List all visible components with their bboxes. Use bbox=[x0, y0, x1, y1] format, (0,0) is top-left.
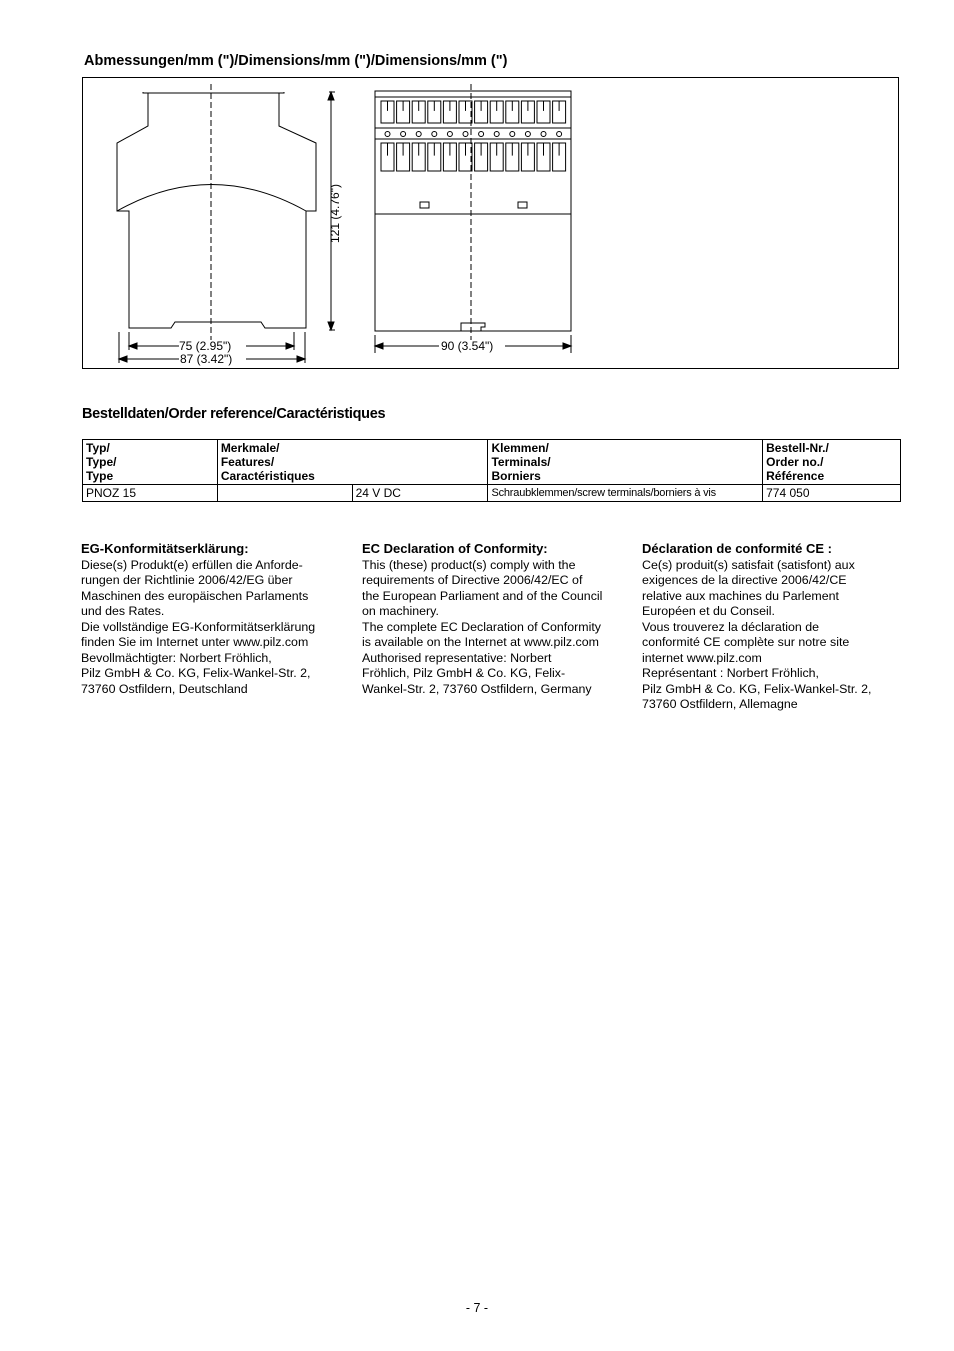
header-line: Features/ bbox=[220, 455, 275, 469]
declaration-line: Wankel-Str. 2, 73760 Ostfildern, Germany bbox=[362, 681, 592, 696]
housing-front-outline bbox=[375, 91, 571, 331]
header-terminals bbox=[488, 440, 763, 485]
declaration-line: finden Sie im Internet unter www.pilz.com bbox=[81, 635, 309, 649]
depth-label: 90 (3.54") bbox=[441, 339, 494, 353]
declaration-line: exigences de la directive 2006/42/CE bbox=[642, 573, 847, 587]
terminal-hole bbox=[510, 132, 515, 137]
terminal-hole bbox=[494, 132, 499, 137]
header-line: Klemmen/ bbox=[491, 441, 549, 455]
header-line: Order no./ bbox=[766, 455, 824, 469]
declaration-line: on machinery. bbox=[362, 604, 439, 618]
header-order-no bbox=[763, 440, 901, 485]
terminal-hole bbox=[463, 132, 468, 137]
header-line: Bestell-Nr./ bbox=[766, 441, 829, 455]
header-line: Référence bbox=[766, 469, 825, 483]
header-line: Type bbox=[86, 469, 114, 483]
declaration-line: Pilz GmbH & Co. KG, Felix-Wankel-Str. 2, bbox=[642, 681, 872, 696]
header-line: Terminals/ bbox=[491, 455, 551, 469]
terminal-hole bbox=[479, 132, 484, 137]
declaration-line: internet www.pilz.com bbox=[642, 650, 762, 665]
declaration-english bbox=[362, 541, 627, 697]
cell-features bbox=[217, 485, 352, 502]
terminal-hole bbox=[401, 132, 406, 137]
declaration-line: requirements of Directive 2006/42/EC of bbox=[362, 573, 583, 587]
declaration-line: Européen et du Conseil. bbox=[642, 604, 775, 618]
cell-order-no: 774 050 bbox=[763, 485, 901, 502]
header-line: Typ/ bbox=[86, 441, 110, 455]
header-features bbox=[217, 440, 488, 485]
declaration-line: Authorised representative: Norbert bbox=[362, 650, 552, 665]
header-line: Caractéristiques bbox=[220, 469, 315, 483]
declaration-line: 73760 Ostfildern, Deutschland bbox=[81, 681, 248, 696]
declaration-title: EC Declaration of Conformity: bbox=[362, 541, 548, 556]
declaration-title: Déclaration de conformité CE : bbox=[642, 541, 832, 556]
cell-terminals: Schraubklemmen/screw terminals/borniers à vis bbox=[488, 485, 763, 502]
declaration-line: 73760 Ostfildern, Allemagne bbox=[642, 697, 798, 711]
terminal-hole bbox=[416, 132, 421, 137]
header-type bbox=[83, 440, 218, 485]
dimension-drawing-frame bbox=[82, 77, 899, 369]
order-reference-title: Bestelldaten/Order reference/Caractéristiques bbox=[82, 406, 386, 422]
led-left bbox=[420, 202, 429, 208]
terminal-hole bbox=[385, 132, 390, 137]
width-outer-label: 87 (3.42") bbox=[180, 352, 233, 366]
declaration-line: rungen der Richtlinie 2006/42/EG über bbox=[81, 573, 293, 587]
declaration-line: the European Parliament and of the Council bbox=[362, 588, 603, 603]
order-table-header-row bbox=[83, 440, 901, 485]
declaration-german bbox=[81, 541, 346, 697]
declaration-line: Diese(s) Produkt(e) erfüllen die Anforde- bbox=[81, 557, 303, 572]
terminal-hole bbox=[525, 132, 530, 137]
dimensions-title: Abmessungen/mm (")/Dimensions/mm (")/Dimensions/mm (") bbox=[84, 53, 508, 69]
declaration-line: Ce(s) produit(s) satisfait (satisfont) aux bbox=[642, 557, 855, 572]
page-number: - 7 - bbox=[465, 1301, 489, 1315]
declaration-line: Représentant : Norbert Fröhlich, bbox=[642, 666, 819, 680]
declaration-line: relative aux machines du Parlement bbox=[642, 588, 839, 603]
declaration-line: conformité CE complète sur notre site bbox=[642, 635, 850, 649]
declaration-line: und des Rates. bbox=[81, 604, 165, 618]
cell-type: PNOZ 15 bbox=[83, 485, 218, 502]
declaration-line: is available on the Internet at www.pilz.com bbox=[362, 635, 599, 649]
terminal-hole bbox=[432, 132, 437, 137]
dimension-drawing bbox=[83, 78, 900, 370]
terminal-hole bbox=[447, 132, 452, 137]
width-inner-label: 75 (2.95") bbox=[179, 339, 232, 353]
terminal-hole bbox=[557, 132, 562, 137]
declaration-line: Die vollständige EG-Konformitätserklärung bbox=[81, 619, 316, 634]
table-row bbox=[83, 485, 901, 502]
declaration-title: EG-Konformitätserklärung: bbox=[81, 541, 249, 556]
header-line: Borniers bbox=[491, 469, 541, 483]
declaration-line: Maschinen des europäischen Parlaments bbox=[81, 588, 309, 603]
terminal-blocks bbox=[375, 101, 571, 171]
terminal-hole bbox=[541, 132, 546, 137]
declaration-line: The complete EC Declaration of Conformity bbox=[362, 619, 601, 634]
header-line: Merkmale/ bbox=[220, 441, 280, 455]
declaration-line: This (these) product(s) comply with the bbox=[362, 557, 576, 572]
housing-side-outline bbox=[117, 92, 316, 328]
height-label: 121 (4.76") bbox=[328, 184, 342, 243]
led-right bbox=[518, 202, 527, 208]
header-line: Type/ bbox=[86, 455, 117, 469]
din-clip bbox=[461, 323, 485, 331]
cell-voltage: 24 V DC bbox=[352, 485, 488, 502]
declaration-line: Vous trouverez la déclaration de bbox=[642, 619, 820, 634]
declaration-french bbox=[642, 541, 907, 713]
declaration-line: Bevollmächtigter: Norbert Fröhlich, bbox=[81, 650, 272, 665]
order-table bbox=[82, 439, 901, 502]
declaration-line: Pilz GmbH & Co. KG, Felix-Wankel-Str. 2, bbox=[81, 666, 311, 680]
declaration-line: Fröhlich, Pilz GmbH & Co. KG, Felix- bbox=[362, 666, 566, 680]
